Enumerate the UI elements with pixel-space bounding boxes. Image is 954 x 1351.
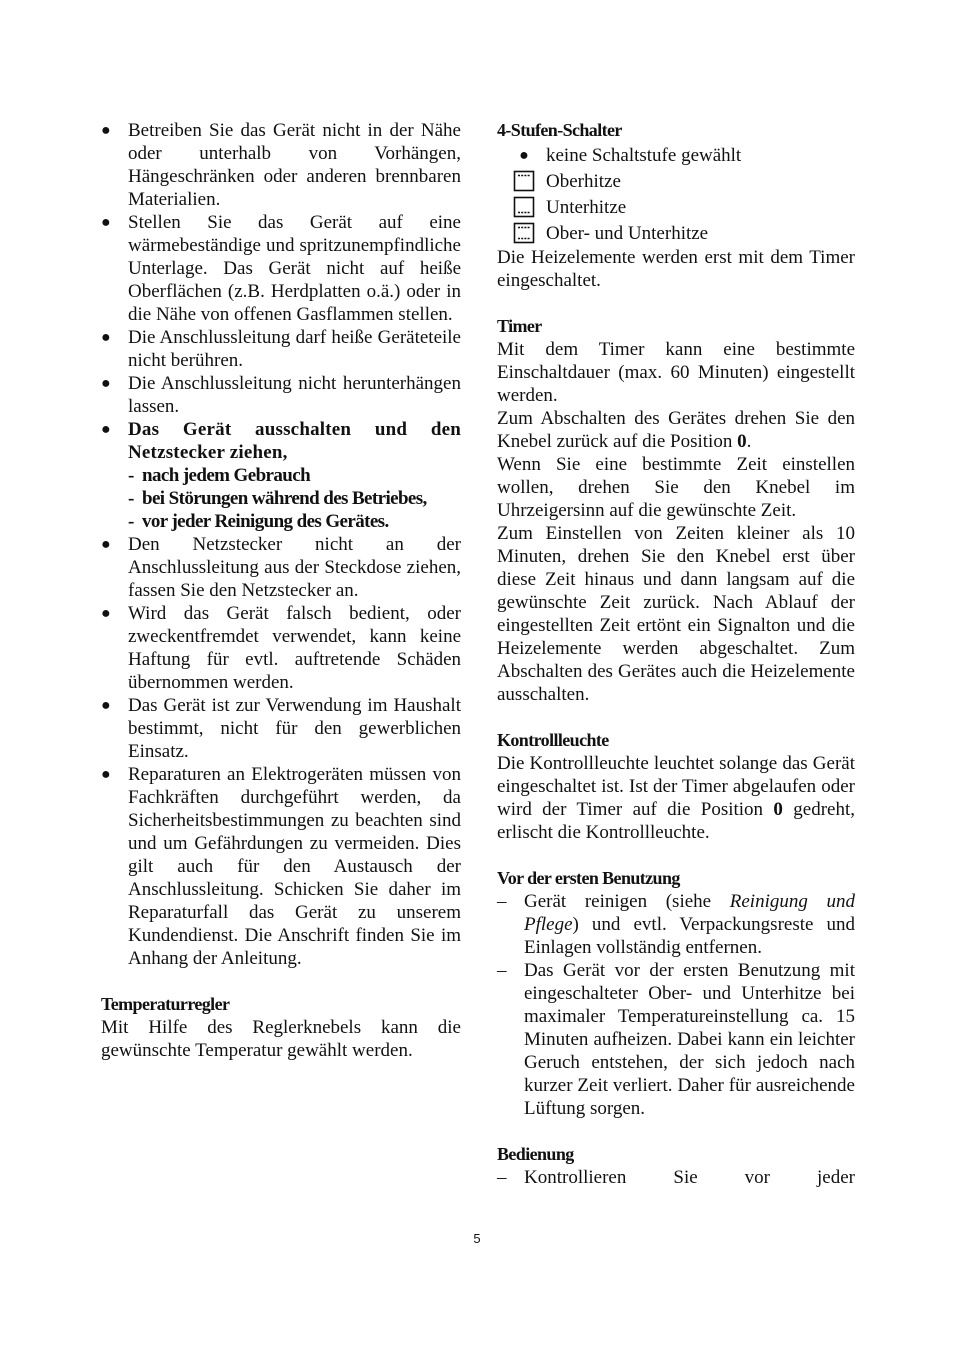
- top-heat-icon: [512, 170, 536, 192]
- bullet-icon: ●: [101, 214, 111, 231]
- list-item: ● Reparaturen an Elektrogeräten müssen von Fachkräften durchgeführt werden, da Sicherheitsbestimmungen zu beachten sind und um Gefährdungen zu vermeiden. Dies gilt auch für den Austausch der Anschlussleitung. Schicken Sie daher im Reparaturfall das Gerät zu unserem Kundendienst. Die Anschrift finden Sie im Anhang der Anleitung.: [101, 764, 461, 969]
- list-item: ● Das Gerät ist zur Verwendung im Haushalt bestimmt, nicht für den gewerblichen Einsatz.: [101, 695, 461, 762]
- timer-heading: Timer: [497, 316, 542, 336]
- bullet-icon: ●: [101, 766, 111, 783]
- timer-paragraph: Wenn Sie eine bestimmte Zeit einstellen wollen, drehen Sie den Knebel im Uhrzeigersinn auf die gewünschte Zeit.: [497, 454, 855, 521]
- temperature-heading: Temperaturregler: [101, 994, 230, 1014]
- timer-paragraph: Mit dem Timer kann eine bestimmte Einschaltdauer (max. 60 Minuten) eingestellt werden.: [497, 339, 855, 406]
- temperature-text: Mit Hilfe des Reglerknebels kann die gewünschte Temperatur gewählt werden.: [101, 1017, 461, 1061]
- bullet-icon: ●: [101, 697, 111, 714]
- list-item: – Kontrollieren Sie vor jeder: [497, 1167, 855, 1188]
- list-item: – Gerät reinigen (siehe Reinigung und Pflege) und evtl. Verpackungsreste und Einlagen vollständig entfernen.: [497, 891, 855, 958]
- list-item: ● Wird das Gerät falsch bedient, oder zweckentfremdet verwendet, kann keine Haftung für evtl. auftretende Schäden übernommen werden.: [101, 603, 461, 693]
- list-item: ● Den Netzstecker nicht an der Anschlussleitung aus der Steckdose ziehen, fassen Sie den Netzstecker an.: [101, 534, 461, 601]
- switch-item: Ober- und Unterhitze: [512, 220, 855, 246]
- lamp-heading: Kontrollleuchte: [497, 730, 609, 750]
- bullet-icon: ●: [101, 605, 111, 622]
- switch-item: Unterhitze: [512, 194, 855, 220]
- left-column: [101, 119, 461, 1062]
- bottom-heat-icon: [512, 196, 536, 218]
- bullet-icon: ●: [101, 421, 111, 438]
- bullet-icon: ●: [101, 329, 111, 346]
- sub-item: - nach jedem Gebrauch: [128, 465, 311, 486]
- list-item: ● Die Anschlussleitung darf heiße Geräteteile nicht berühren.: [101, 327, 461, 371]
- page-number: 5: [473, 1231, 481, 1246]
- switch-text: Die Heizelemente werden erst mit dem Timer eingeschaltet.: [497, 247, 855, 291]
- first-use-heading: Vor der ersten Benutzung: [497, 868, 680, 888]
- top-bottom-heat-icon: [512, 222, 536, 244]
- list-item: – Das Gerät vor der ersten Benutzung mit eingeschalteter Ober- und Unterhitze bei maximaler Temperatureinstellung ca. 15 Minuten aufheizen. Dabei kann ein leichter Geruch entstehen, der sich jedoch nach kurzer Zeit verliert. Daher für ausreichende Lüftung sorgen.: [497, 960, 855, 1119]
- timer-paragraph: Zum Einstellen von Zeiten kleiner als 10 Minuten, drehen Sie den Knebel erst über diese Zeit hinaus und dann langsam auf die gewünschte Zeit zurück. Nach Ablauf der eingestellten Zeit ertönt ein Signalton und die Heizelemente werden abgeschaltet. Zum Abschalten des Gerätes auch die Heizelemente ausschalten.: [497, 523, 855, 705]
- switch-item: ● keine Schaltstufe gewählt: [512, 142, 855, 168]
- right-column: [497, 119, 855, 1189]
- list-item: ● Stellen Sie das Gerät auf eine wärmebeständige und spritzunempfindliche Unterlage. Das Gerät nicht auf heiße Oberflächen (z.B. Herdplatten o.ä.) oder in die Nähe von offenen Gasflammen stellen.: [101, 212, 461, 325]
- sub-item: - bei Störungen während des Betriebes,: [128, 488, 427, 509]
- switch-item: Oberhitze: [512, 168, 855, 194]
- switch-heading: 4-Stufen-Schalter: [497, 120, 622, 140]
- timer-paragraph: Zum Abschalten des Gerätes drehen Sie den Knebel zurück auf die Position 0.: [497, 408, 855, 452]
- dot-icon: ●: [519, 146, 529, 164]
- sub-item: - vor jeder Reinigung des Gerätes.: [128, 511, 389, 532]
- list-item: ● Betreiben Sie das Gerät nicht in der Nähe oder unterhalb von Vorhängen, Hängeschränken oder anderen brennbaren Materialien.: [101, 120, 461, 210]
- list-item: ● Die Anschlussleitung nicht herunterhängen lassen.: [101, 373, 461, 417]
- operation-heading: Bedienung: [497, 1144, 574, 1164]
- bullet-icon: ●: [101, 375, 111, 392]
- list-item: ● Das Gerät ausschalten und den Netzstecker ziehen,: [101, 419, 461, 463]
- bullet-icon: ●: [101, 536, 111, 553]
- bullet-icon: ●: [101, 122, 111, 139]
- lamp-text: Die Kontrollleuchte leuchtet solange das Gerät eingeschaltet ist. Ist der Timer abgelaufen oder wird der Timer auf die Position 0 gedreht, erlischt die Kontrollleuchte.: [497, 753, 855, 843]
